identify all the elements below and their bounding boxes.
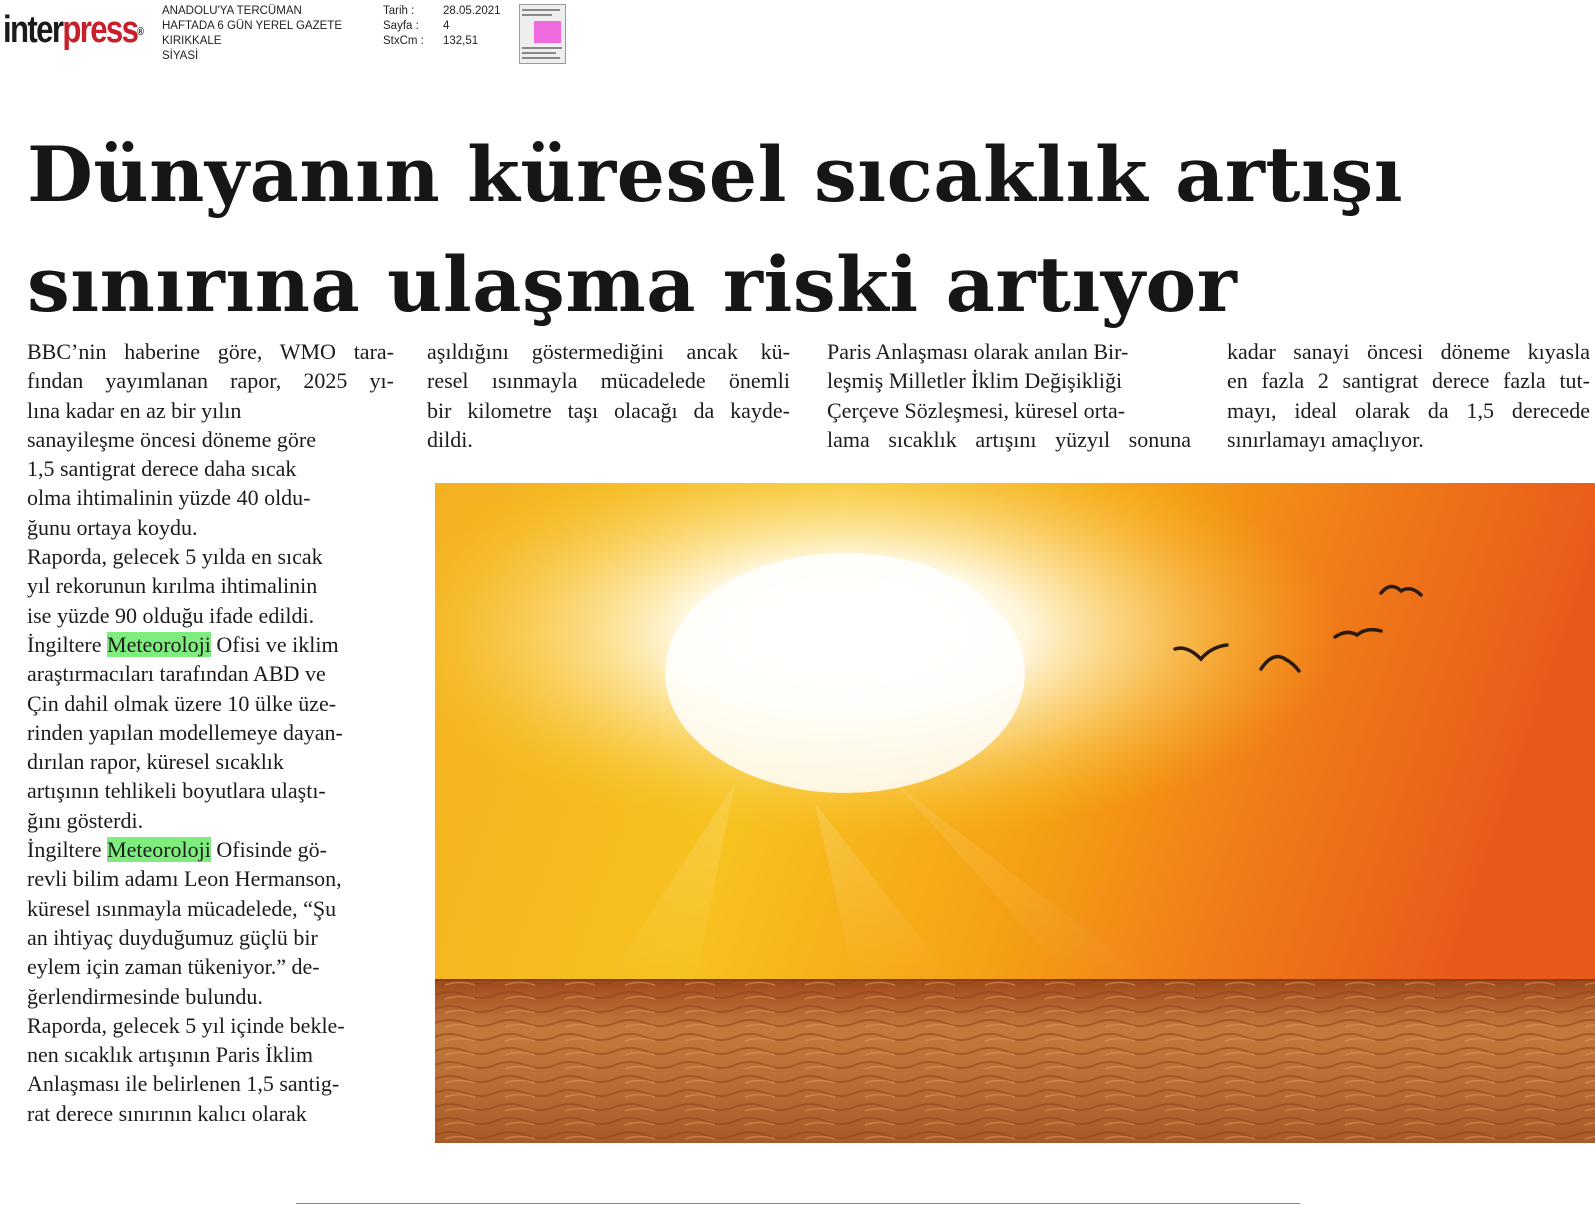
meta-labels xyxy=(383,4,424,49)
stxcm-value: 132,51 xyxy=(443,35,479,47)
text-line: sınırlamayı amaçlıyor. xyxy=(1227,426,1424,452)
article-column-2 xyxy=(427,337,790,454)
text-line: bir kilometre taşı olacağı da kayde- xyxy=(427,397,790,423)
text-line: revli bilim adamı Leon Hermanson, xyxy=(27,866,342,892)
page-bottom-divider xyxy=(296,1203,1300,1204)
publication-city: KIRIKKALE xyxy=(162,35,222,47)
text-line: ise yüzde 90 olduğu ifade edildi. xyxy=(27,602,315,628)
highlighted-text-line: İngiltere Meteoroloji Ofisinde gö- xyxy=(27,837,327,863)
article-column-1 xyxy=(27,337,394,1128)
text-line: resel ısınmayla mücadelede önemli xyxy=(427,368,790,394)
text-line: leşmiş Milletler İklim Değişikliği xyxy=(827,368,1123,394)
text-line: rat derece sınırının kalıcı olarak xyxy=(27,1100,307,1126)
page-thumbnail[interactable] xyxy=(519,4,566,64)
publication-info xyxy=(162,4,342,64)
keyword-highlight: Meteoroloji xyxy=(107,837,211,863)
page-value: 4 xyxy=(443,20,450,32)
date-label: Tarih : xyxy=(383,5,415,17)
text-line: Raporda, gelecek 5 yılda en sıcak xyxy=(27,544,323,570)
text-line: dırılan rapor, küresel sıcaklık xyxy=(27,749,284,775)
thumbnail-highlight xyxy=(534,21,561,43)
logo-text-press: press xyxy=(62,9,138,51)
interpress-logo xyxy=(3,8,142,52)
text-line: sanayileşme öncesi döneme göre xyxy=(27,426,316,452)
keyword-highlight: Meteoroloji xyxy=(107,631,211,657)
text-line: lına kadar en az bir yılın xyxy=(27,397,242,423)
text-line: Anlaşması ile belirlenen 1,5 santig- xyxy=(27,1071,340,1097)
text-line: Çin dahil olmak üzere 10 ülke üze- xyxy=(27,690,337,716)
text-line: Paris Anlaşması olarak anılan Bir- xyxy=(827,339,1129,364)
text-line: olma ihtimalinin yüzde 40 oldu- xyxy=(27,485,311,511)
text-line: araştırmacıları tarafından ABD ve xyxy=(27,661,326,687)
text-line: eylem için zaman tükeniyor.” de- xyxy=(27,954,320,980)
date-value: 28.05.2021 xyxy=(443,5,501,17)
headline-line: Dünyanın küresel sıcaklık artışı xyxy=(27,130,1404,219)
text-line: 1,5 santigrat derece daha sıcak xyxy=(27,456,297,482)
highlighted-text-line: İngiltere Meteoroloji Ofisi ve iklim xyxy=(27,631,339,657)
text-line: ğunu ortaya koydu. xyxy=(27,514,198,540)
article-column-3 xyxy=(827,337,1191,454)
text-line: BBC’nin haberine göre, WMO tara- xyxy=(27,339,394,364)
article-column-4 xyxy=(1227,337,1590,454)
text-line: yıl rekorunun kırılma ihtimalinin xyxy=(27,573,318,599)
text-line: Çerçeve Sözleşmesi, küresel orta- xyxy=(827,397,1126,423)
stxcm-label: StxCm : xyxy=(383,35,424,47)
headline-line: sınırına ulaşma riski artıyor xyxy=(27,240,1238,329)
logo-text-inter: inter xyxy=(3,9,63,51)
text-line: an ihtiyaç duyduğumuz güçlü bir xyxy=(27,924,318,950)
text-line: aşıldığını göstermediğini ancak kü- xyxy=(427,339,790,364)
text-line: ğını gösterdi. xyxy=(27,807,144,833)
text-line: kadar sanayi öncesi döneme kıyasla xyxy=(1227,339,1590,364)
sunset-illustration xyxy=(435,483,1595,1143)
text-line: dildi. xyxy=(427,426,473,452)
text-line: Raporda, gelecek 5 yıl içinde bekle- xyxy=(27,1012,345,1038)
text-line: lama sıcaklık artışını yüzyıl sonuna xyxy=(827,426,1191,452)
publication-frequency: HAFTADA 6 GÜN YEREL GAZETE xyxy=(162,20,342,32)
text-line: fından yayımlanan rapor, 2025 yı- xyxy=(27,368,394,394)
text-line: küresel ısınmayla mücadelede, “Şu xyxy=(27,895,337,921)
article-headline xyxy=(27,120,1587,340)
publication-name: ANADOLU'YA TERCÜMAN xyxy=(162,5,302,17)
text-line: nen sıcaklık artışının Paris İklim xyxy=(27,1042,313,1068)
text-line: en fazla 2 santigrat derece fazla tut- xyxy=(1227,368,1590,394)
text-line: artışının tehlikeli boyutlara ulaştı- xyxy=(27,778,326,804)
publication-category: SİYASİ xyxy=(162,50,199,62)
registered-mark: ® xyxy=(137,26,143,38)
text-line: mayı, ideal olarak da 1,5 derecede xyxy=(1227,397,1590,423)
meta-values xyxy=(443,4,501,49)
text-line: rinden yapılan modellemeye dayan- xyxy=(27,719,343,745)
page-label: Sayfa : xyxy=(383,20,419,32)
text-line: ğerlendirmesinde bulundu. xyxy=(27,983,263,1009)
